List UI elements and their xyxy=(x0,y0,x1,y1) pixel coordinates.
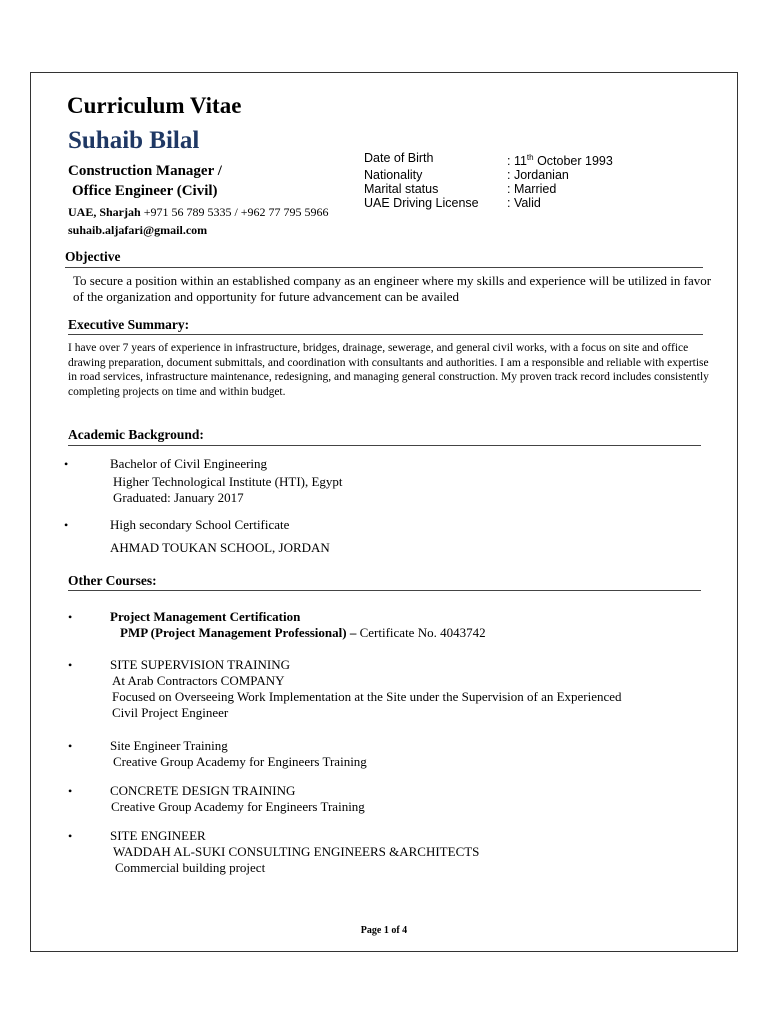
academic-heading: Academic Background: xyxy=(68,427,204,442)
resume-page xyxy=(30,72,738,952)
objective-text: To secure a position within an established company as an engineer where my skills and experience will be utilized in favor of the organization and opportunity for future advancement can be availed xyxy=(73,273,712,304)
course-cert-number: Certificate No. 4043742 xyxy=(356,625,486,640)
course-line: At Arab Contractors COMPANY xyxy=(112,673,285,688)
bullet-icon: • xyxy=(64,518,69,532)
dob-month-year: October 1993 xyxy=(533,154,613,169)
courses-heading: Other Courses: xyxy=(68,573,157,588)
objective-rule xyxy=(65,267,703,268)
course-line: Civil Project Engineer xyxy=(112,705,229,720)
info-key: Marital status xyxy=(364,182,439,197)
page-number: Page 1 of 4 xyxy=(360,925,408,936)
summary-text: I have over 7 years of experience in infrastructure, bridges, drainage, sewerage, and general civil works, with a focus on site and office drawing preparation, document submittals, and coordination with consultants and authorities. I am a responsible and reliable with expertise in road services, infrastructure maintenance, redesigning, and managing general construction. My proven track record includes consistently completing projects on time and within budget. xyxy=(68,342,709,398)
academic-item-institute: Higher Technological Institute (HTI), Egypt xyxy=(113,474,343,489)
academic-item-title: High secondary School Certificate xyxy=(110,517,290,532)
course-line: Creative Group Academy for Engineers Training xyxy=(113,754,367,769)
course-cert-name: PMP (Project Management Professional) – xyxy=(120,625,357,640)
contact-block xyxy=(68,204,329,238)
courses-rule xyxy=(68,590,701,591)
course-line: Commercial building project xyxy=(115,860,266,875)
summary-heading: Executive Summary: xyxy=(68,317,190,332)
dob-suffix: th xyxy=(526,153,534,162)
info-value: : Jordanian xyxy=(507,168,569,183)
academic-item-1 xyxy=(110,456,343,506)
course-item-site-engineer xyxy=(110,828,479,876)
course-line: WADDAH AL-SUKI CONSULTING ENGINEERS &ARCHITECTS xyxy=(113,844,480,859)
info-key: Date of Birth xyxy=(364,151,434,165)
candidate-name: Suhaib Bilal xyxy=(68,127,200,154)
phone-numbers: +971 56 789 5335 / +962 77 795 5966 xyxy=(143,205,329,219)
bullet-icon: • xyxy=(68,658,73,672)
summary-rule xyxy=(68,334,703,335)
contact-phone-line xyxy=(68,204,329,220)
bullet-icon: • xyxy=(68,829,73,843)
candidate-role xyxy=(68,161,222,201)
personal-info xyxy=(364,151,613,210)
course-title: CONCRETE DESIGN TRAINING xyxy=(110,783,296,798)
course-title: Project Management Certification xyxy=(110,609,301,624)
course-item-pmp xyxy=(110,609,486,641)
course-item-site-engineer-training xyxy=(110,738,367,770)
document-title: Curriculum Vitae xyxy=(67,93,242,118)
course-line: Creative Group Academy for Engineers Training xyxy=(111,799,365,814)
academic-item-school: AHMAD TOUKAN SCHOOL, JORDAN xyxy=(110,540,330,555)
info-value: : Valid xyxy=(507,196,541,211)
info-value: : Married xyxy=(507,182,557,197)
course-item-concrete-design xyxy=(110,783,365,815)
info-value xyxy=(507,151,613,168)
academic-item-title: Bachelor of Civil Engineering xyxy=(110,456,268,471)
location: UAE, Sharjah xyxy=(68,205,141,219)
dob-day: : 11 xyxy=(507,154,527,169)
academic-item-graduated: Graduated: January 2017 xyxy=(113,490,244,505)
info-row-dob xyxy=(364,151,613,168)
course-title: SITE SUPERVISION TRAINING xyxy=(110,657,291,672)
bullet-icon: • xyxy=(64,457,69,471)
role-line-2: Office Engineer (Civil) xyxy=(72,183,218,199)
info-row-nationality xyxy=(364,168,613,182)
info-row-license xyxy=(364,196,613,210)
bullet-icon: • xyxy=(68,784,73,798)
info-row-marital xyxy=(364,182,613,196)
bullet-icon: • xyxy=(68,610,73,624)
academic-item-2 xyxy=(110,517,330,556)
course-title: SITE ENGINEER xyxy=(110,828,206,843)
course-title: Site Engineer Training xyxy=(110,738,228,753)
email: suhaib.aljafari@gmail.com xyxy=(68,223,208,237)
role-line-1: Construction Manager / xyxy=(68,163,222,179)
course-certificate xyxy=(110,625,486,641)
bullet-icon: • xyxy=(68,739,73,753)
info-key: UAE Driving License xyxy=(364,196,479,211)
course-item-site-supervision xyxy=(110,657,622,721)
academic-rule xyxy=(68,445,701,446)
objective-heading: Objective xyxy=(65,249,121,264)
course-line: Focused on Overseeing Work Implementation at the Site under the Supervision of an Experienced xyxy=(112,689,622,704)
info-key: Nationality xyxy=(364,168,423,183)
